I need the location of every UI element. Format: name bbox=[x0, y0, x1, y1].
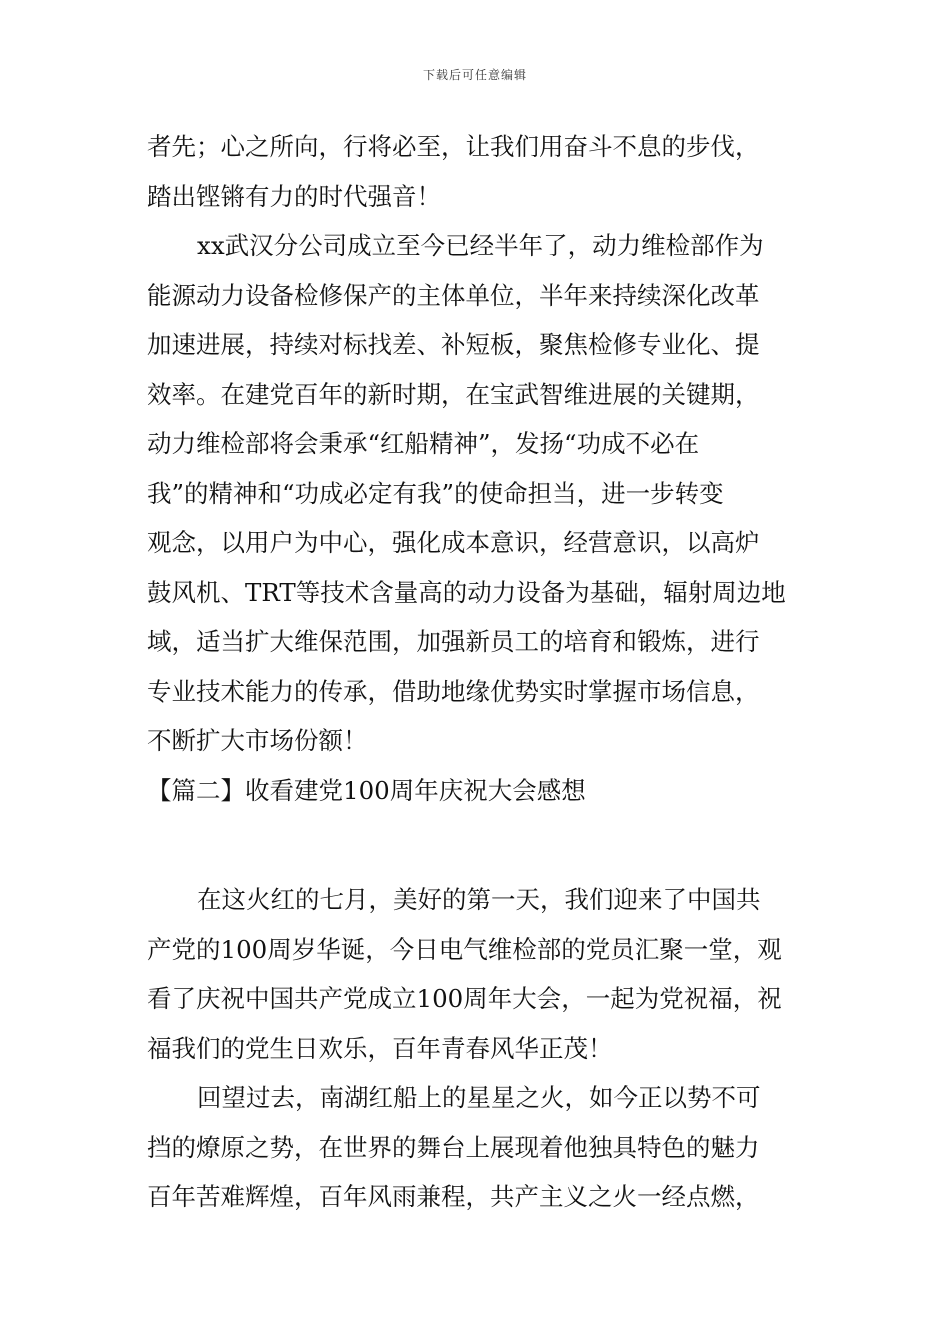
text-line: 不断扩大市场份额！ bbox=[147, 726, 368, 755]
text-line: 效率。在建党百年的新时期，在宝武智维进展的关键期， bbox=[147, 379, 760, 409]
text-line: 回望过去，南湖红船上的星星之火，如今正以势不可 bbox=[197, 1083, 761, 1112]
section-heading: 【篇二】收看建党100周年庆祝大会感想 bbox=[147, 775, 586, 805]
text-line: 观念，以用户为中心，强化成本意识，经营意识，以高炉 bbox=[147, 528, 760, 557]
text-line: 者先；心之所向，行将必至，让我们用奋斗不息的步伐， bbox=[147, 132, 760, 161]
text-line: 百年苦难辉煌，百年风雨兼程，共产主义之火一经点燃， bbox=[147, 1182, 760, 1211]
text-line: 能源动力设备检修保产的主体单位，半年来持续深化改革 bbox=[147, 280, 760, 310]
text-line: 加速进展，持续对标找差、补短板，聚焦检修专业化、提 bbox=[147, 330, 760, 359]
page-header: 下载后可任意编辑 bbox=[422, 68, 527, 82]
text-line: 产党的100周岁华诞，今日电气维检部的党员汇聚一堂，观 bbox=[147, 934, 782, 964]
text-line: 我”的精神和“功成必定有我”的使命担当，进一步转变 bbox=[147, 478, 724, 508]
text-line: 鼓风机、TRT等技术含量高的动力设备为基础，辐射周边地 bbox=[147, 577, 786, 607]
text-line: 动力维检部将会秉承“红船精神”，发扬“功成不必在 bbox=[147, 429, 700, 458]
text-line: 福我们的党生日欢乐，百年青春风华正茂！ bbox=[147, 1033, 613, 1063]
text-line: xx武汉分公司成立至今已经半年了，动力维检部作为 bbox=[197, 231, 764, 260]
blank-line bbox=[147, 815, 807, 875]
text-line: 专业技术能力的传承，借助地缘优势实时掌握市场信息， bbox=[147, 676, 760, 706]
document-body bbox=[147, 122, 807, 1222]
text-line: 在这火红的七月，美好的第一天，我们迎来了中国共 bbox=[197, 885, 761, 914]
text-line: 域，适当扩大维保范围，加强新员工的培育和锻炼，进行 bbox=[147, 627, 760, 656]
text-line: 踏出铿锵有力的时代强音！ bbox=[147, 181, 441, 211]
text-line: 看了庆祝中国共产党成立100周年大会，一起为党祝福，祝 bbox=[147, 984, 782, 1013]
text-line: 挡的燎原之势，在世界的舞台上展现着他独具特色的魅力 bbox=[147, 1132, 760, 1162]
